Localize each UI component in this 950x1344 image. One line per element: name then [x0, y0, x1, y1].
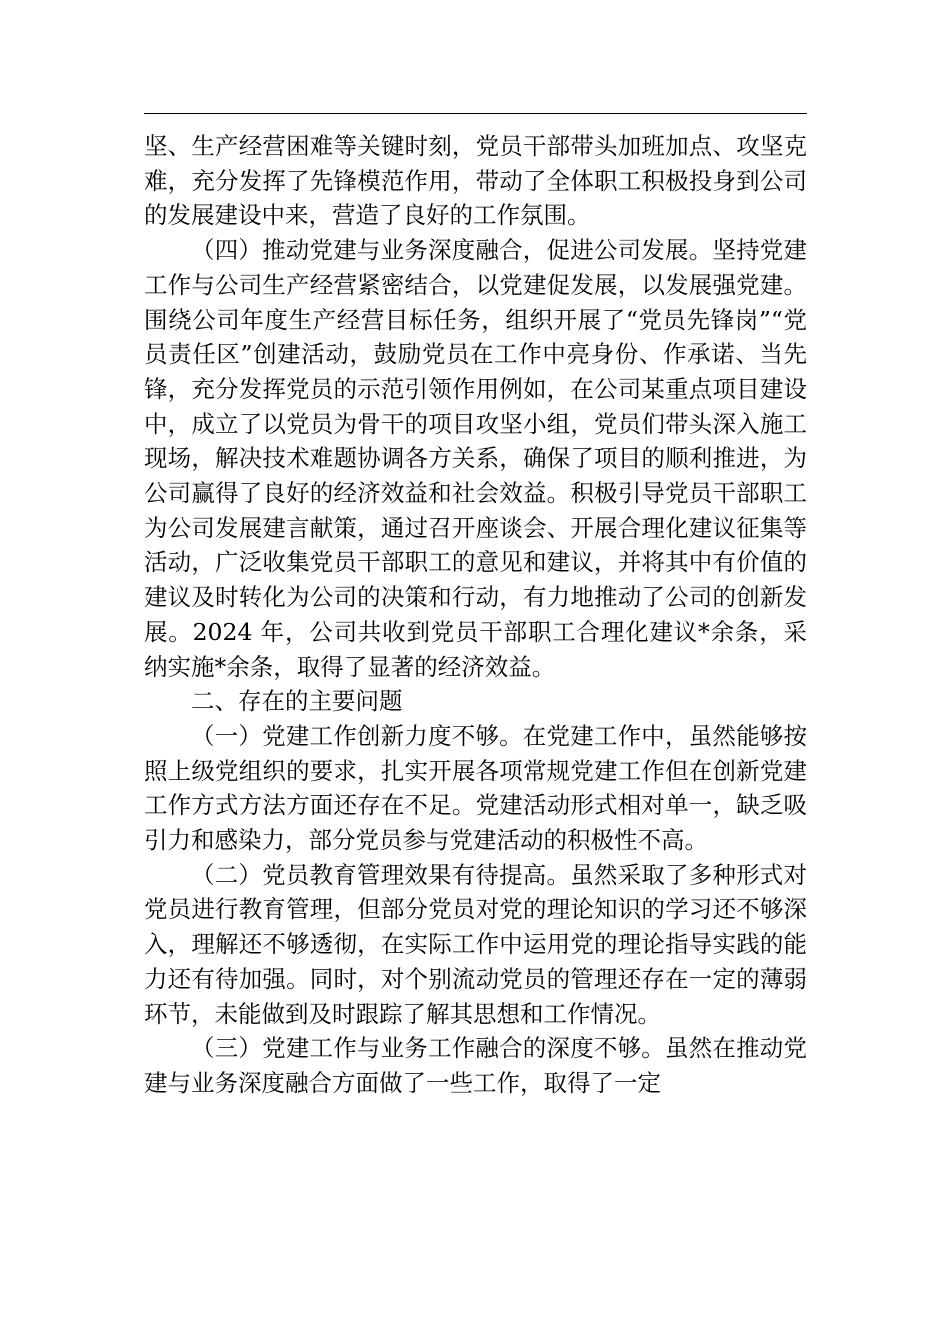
paragraph-problem-three: （三）党建工作与业务工作融合的深度不够。虽然在推动党建与业务深度融合方面做了一些工作，取得了一定: [144, 1034, 807, 1097]
paragraph-problem-two: （二）党员教育管理效果有待提高。虽然采取了多种形式对党员进行教育管理，但部分党员对党的理论知识的学习还不够深入，理解还不够透彻，在实际工作中运用党的理论指导实践的能力还有待加强。同时，对个别流动党员的管理还存在一定的薄弱环节，未能做到及时跟踪了解其思想和工作情况。: [144, 860, 807, 1028]
paragraph-continued: 坚、生产经营困难等关键时刻，党员干部带头加班加点、攻坚克难，充分发挥了先锋模范作用，带动了全体职工积极投身到公司的发展建设中来，营造了良好的工作氛围。: [144, 132, 807, 230]
heading-main-problems: 二、存在的主要问题: [191, 687, 403, 716]
paragraph-problem-one: （一）党建工作创新力度不够。在党建工作中，虽然能够按照上级党组织的要求，扎实开展各项常规党建工作但在创新党建工作方式方法方面还存在不足。党建活动形式相对单一，缺乏吸引力和感染力，部分党员参与党建活动的积极性不高。: [144, 721, 807, 855]
document-body: [144, 129, 807, 1101]
header-rule: [144, 113, 807, 114]
paragraph-section-four: （四）推动党建与业务深度融合，促进公司发展。坚持党建工作与公司生产经营紧密结合，以党建促发展，以发展强党建。围绕公司年度生产经营目标任务，组织开展了“党员先锋岗”“党员责任区”创建活动，鼓励党员在工作中亮身份、作承诺、当先锋，充分发挥党员的示范引领作用例如，在公司某重点项目建设中，成立了以党员为骨干的项目攻坚小组，党员们带头深入施工现场，解决技术难题协调各方关系，确保了项目的顺利推进，为公司赢得了良好的经济效益和社会效益。积极引导党员干部职工为公司发展建言献策，通过召开座谈会、开展合理化建议征集等活动，广泛收集党员干部职工的意见和建议，并将其中有价值的建议及时转化为公司的决策和行动，有力地推动了公司的创新发展。2024 年，公司共收到党员干部职工合理化建议*余条，采纳实施*余条，取得了显著的经济效益。: [144, 236, 807, 681]
